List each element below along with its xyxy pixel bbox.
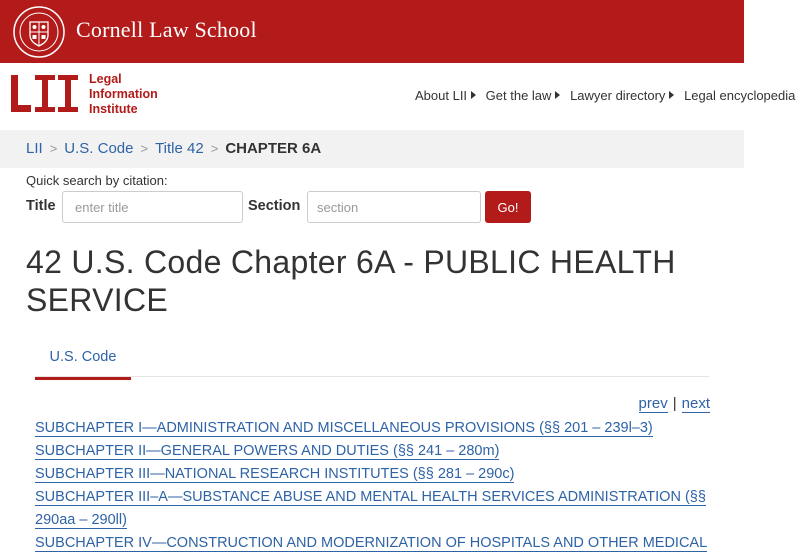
list-item	[35, 486, 711, 532]
tab-us-code[interactable]: U.S. Code	[35, 340, 131, 380]
nav-label: About LII	[415, 88, 468, 103]
tab-divider	[35, 376, 709, 377]
caret-right-icon	[471, 91, 476, 99]
pager-separator: |	[672, 395, 677, 412]
section-label: Section	[248, 198, 301, 214]
list-item	[35, 463, 711, 486]
lii-name-line: Legal	[89, 72, 122, 86]
subchapter-list	[35, 417, 711, 555]
subchapter-link[interactable]: SUBCHAPTER III—NATIONAL RESEARCH INSTITUTES (§§ 281 – 290c)	[35, 466, 515, 482]
cornell-seal-icon[interactable]	[13, 6, 65, 58]
lii-header	[0, 63, 796, 130]
page-title: 42 U.S. Code Chapter 6A - PUBLIC HEALTH SERVICE	[26, 244, 676, 318]
go-button[interactable]: Go!	[485, 191, 531, 223]
breadcrumb-us-code[interactable]: U.S. Code	[64, 140, 134, 157]
lii-name-line: Institute	[89, 102, 138, 116]
breadcrumb-separator: >	[140, 141, 149, 156]
breadcrumb-title-42[interactable]: Title 42	[155, 140, 204, 157]
list-item	[35, 417, 711, 440]
nav-lawyer-directory[interactable]	[570, 88, 674, 103]
nav-label: Lawyer directory	[570, 88, 666, 103]
lii-name[interactable]	[89, 72, 158, 117]
cornell-law-school-link[interactable]: Cornell Law School	[76, 17, 257, 42]
breadcrumb-separator: >	[210, 141, 219, 156]
lii-name-line: Information	[89, 87, 158, 101]
caret-right-icon	[555, 91, 560, 99]
breadcrumb	[0, 130, 744, 168]
breadcrumb-lii[interactable]: LII	[26, 140, 43, 157]
subchapter-link[interactable]: SUBCHAPTER II—GENERAL POWERS AND DUTIES (§§ 241 – 280m)	[35, 443, 500, 459]
nav-label: Get the law	[485, 88, 552, 103]
pager	[639, 395, 710, 412]
subchapter-link[interactable]: SUBCHAPTER IV—CONSTRUCTION AND MODERNIZATION OF HOSPITALS AND OTHER MEDICAL	[35, 535, 708, 551]
subchapter-link[interactable]: SUBCHAPTER III–A—SUBSTANCE ABUSE AND MENTAL HEALTH SERVICES ADMINISTRATION (§§ 290aa – 290ll)	[35, 489, 706, 528]
title-input[interactable]	[62, 191, 243, 223]
breadcrumb-current: CHAPTER 6A	[225, 140, 322, 157]
subchapter-link[interactable]: SUBCHAPTER I—ADMINISTRATION AND MISCELLANEOUS PROVISIONS (§§ 201 – 239l–3)	[35, 420, 653, 436]
caret-right-icon	[669, 91, 674, 99]
top-navigation	[415, 88, 801, 103]
nav-get-the-law[interactable]	[486, 88, 561, 103]
quick-search-label: Quick search by citation:	[26, 173, 168, 188]
nav-label: Legal encyclopedia	[684, 88, 796, 103]
lii-logo-icon[interactable]	[11, 73, 79, 119]
nav-about-lii[interactable]	[415, 88, 476, 103]
next-link[interactable]: next	[681, 395, 710, 412]
list-item	[35, 440, 711, 463]
cornell-header	[0, 0, 744, 63]
breadcrumb-separator: >	[49, 141, 58, 156]
list-item	[35, 532, 711, 555]
nav-legal-encyclopedia[interactable]	[684, 88, 795, 103]
section-input[interactable]	[307, 191, 481, 223]
prev-link[interactable]: prev	[638, 395, 668, 412]
title-label: Title	[26, 198, 56, 214]
